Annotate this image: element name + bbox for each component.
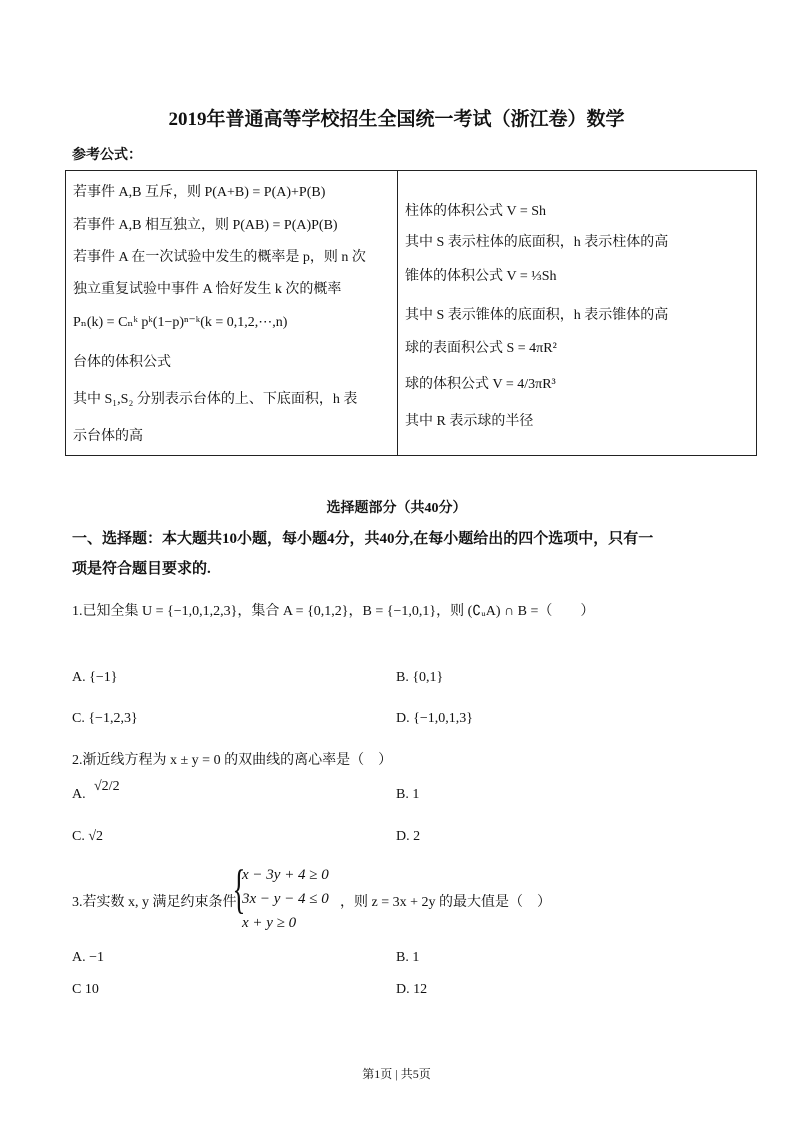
page-footer: 第1页 | 共5页 bbox=[362, 1067, 431, 1081]
question-2-option-d: D. 2 bbox=[396, 829, 421, 844]
instruction-line-2: 项是符合题目要求的. bbox=[72, 561, 211, 577]
question-1-option-d: D. {−1,0,1,3} bbox=[396, 711, 473, 726]
formula-right-1: 柱体的体积公式 V = Sh bbox=[405, 204, 547, 219]
system-brace: { bbox=[232, 859, 246, 919]
question-3-option-a: A. −1 bbox=[72, 950, 105, 965]
question-1-option-b: B. {0,1} bbox=[396, 670, 444, 685]
formula-left-7: 其中 S₁,S₂ 分别表示台体的上、下底面积，h 表 bbox=[73, 392, 358, 407]
formula-left-6: 台体的体积公式 bbox=[73, 355, 171, 370]
instruction-line-1: 一、选择题：本大题共10小题，每小题4分，共40分,在每小题给出的四个选项中，只有一 bbox=[72, 531, 654, 547]
formula-right-2: 其中 S 表示柱体的底面积，h 表示柱体的高 bbox=[405, 235, 669, 250]
formula-right-6: 球的体积公式 V = 4/3πR³ bbox=[405, 377, 556, 392]
question-2-option-c: C. √2 bbox=[72, 829, 104, 844]
question-3-stem-prefix: 3.若实数 x, y 满足约束条件 bbox=[72, 895, 237, 910]
question-1-stem: 1.已知全集 U = {−1,0,1,2,3}，集合 A = {0,1,2}，B = {−1,0,1}，则 (∁ᵤA) ∩ B =（ ） bbox=[72, 604, 595, 619]
question-2-option-b: B. 1 bbox=[396, 787, 420, 802]
constraint-3: x + y ≥ 0 bbox=[242, 915, 297, 931]
question-1-option-a: A. {−1} bbox=[72, 670, 118, 685]
constraint-2: 3x − y − 4 ≤ 0 bbox=[242, 891, 329, 907]
formula-left-8: 示台体的高 bbox=[73, 429, 143, 444]
formula-right-5: 球的表面积公式 S = 4πR² bbox=[405, 341, 557, 356]
question-3-option-c: C 10 bbox=[72, 982, 99, 997]
formula-left-5: Pₙ(k) = Cₙᵏ pᵏ(1−p)ⁿ⁻ᵏ(k = 0,1,2,⋯,n) bbox=[73, 315, 288, 330]
page-title: 2019年普通高等学校招生全国统一考试（浙江卷）数学 bbox=[168, 109, 625, 130]
question-3-option-b: B. 1 bbox=[396, 950, 420, 965]
formula-left-3: 若事件 A 在一次试验中发生的概率是 p，则 n 次 bbox=[73, 250, 366, 265]
formula-right-3: 锥体的体积公式 V = ⅓Sh bbox=[405, 269, 557, 284]
question-2-option-a-value: √2/2 bbox=[94, 779, 120, 794]
question-2-option-a: A. bbox=[72, 787, 86, 802]
formula-table bbox=[65, 170, 757, 456]
formula-right-4: 其中 S 表示锥体的底面积，h 表示锥体的高 bbox=[405, 308, 669, 323]
question-2-stem: 2.渐近线方程为 x ± y = 0 的双曲线的离心率是（ ） bbox=[72, 753, 393, 768]
formula-left-4: 独立重复试验中事件 A 恰好发生 k 次的概率 bbox=[73, 282, 342, 297]
table-divider bbox=[397, 171, 398, 455]
formula-left-1: 若事件 A,B 互斥，则 P(A+B) = P(A)+P(B) bbox=[73, 185, 326, 200]
formula-left-2: 若事件 A,B 相互独立，则 P(AB) = P(A)P(B) bbox=[73, 218, 338, 233]
formula-heading: 参考公式： bbox=[72, 148, 142, 163]
question-3-option-d: D. 12 bbox=[396, 982, 428, 997]
formula-right-7: 其中 R 表示球的半径 bbox=[405, 414, 534, 429]
section-title: 选择题部分（共40分） bbox=[326, 501, 467, 516]
constraint-1: x − 3y + 4 ≥ 0 bbox=[242, 867, 329, 883]
question-3-stem-suffix: ，则 z = 3x + 2y 的最大值是（ ） bbox=[340, 895, 552, 910]
question-1-option-c: C. {−1,2,3} bbox=[72, 711, 138, 726]
